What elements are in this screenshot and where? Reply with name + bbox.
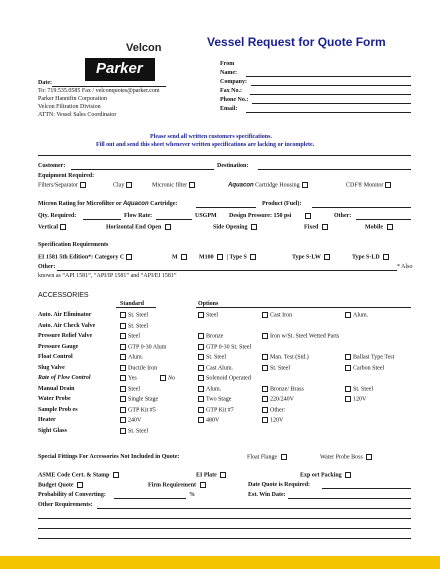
- special-fittings-label: Special Fittings For Accessories Not Included in Quote:: [38, 454, 180, 460]
- known-note: known as “API 1581”, “API/IP 1581” and “API/EI 1581”: [38, 273, 177, 279]
- company-line-2: Velcon Filtration Division: [38, 104, 101, 110]
- mobile-opt[interactable]: Mobile: [365, 224, 395, 230]
- option-label: Ductile Iron: [128, 364, 158, 371]
- checkbox[interactable]: [262, 417, 268, 423]
- vertical-opt[interactable]: Vertical: [38, 224, 68, 230]
- option-2[interactable]: [260, 386, 304, 392]
- other-field[interactable]: [356, 219, 411, 220]
- option-label: Heater: [38, 417, 56, 423]
- option-label: Sight Glass: [38, 427, 67, 434]
- accessory-name: [38, 375, 91, 381]
- option-label: Pressure Gauge: [38, 343, 79, 350]
- option-2[interactable]: [260, 333, 339, 339]
- asme-opt[interactable]: ASME Code Cert. & Stamp: [38, 472, 121, 478]
- accessory-name: [38, 323, 95, 329]
- checkbox[interactable]: [345, 365, 351, 371]
- accessory-name: [38, 428, 67, 434]
- accessories-heading: ACCESSORIES: [38, 292, 89, 299]
- company-field[interactable]: [251, 85, 411, 86]
- option-label: St. Steel: [353, 385, 374, 392]
- contact-line: To: 719.535.0585 Fax / velconquotes@parker.com: [38, 88, 160, 94]
- win-label: Est. Win Date:: [248, 492, 286, 498]
- option-1[interactable]: [196, 333, 223, 339]
- checkbox[interactable]: [120, 407, 126, 413]
- flow-field[interactable]: [156, 219, 192, 220]
- company-label: Company:: [220, 79, 248, 85]
- firm-opt[interactable]: Firm Requirement: [148, 482, 208, 488]
- option-label: Float Control: [38, 354, 73, 360]
- options-heading: Options: [198, 301, 219, 307]
- other2-label: Other:: [38, 264, 56, 270]
- accessory-name: [38, 312, 91, 318]
- option-3[interactable]: [343, 386, 373, 392]
- usgpm-label: USGPM: [195, 213, 217, 219]
- other2-field[interactable]: [57, 270, 397, 271]
- m100-opt[interactable]: M100 | Type S: [199, 254, 258, 260]
- checkbox[interactable]: [262, 333, 268, 339]
- phone-field[interactable]: [252, 103, 411, 104]
- design-label: Design Pressure: 150 psi: [229, 213, 292, 219]
- export-opt[interactable]: Exp ort Packing: [300, 472, 353, 478]
- fax-label: Fax No.:: [220, 88, 242, 94]
- checkbox[interactable]: [198, 344, 204, 350]
- side-opt[interactable]: Side Opening: [213, 224, 259, 230]
- option-label: Rate of Flow Control: [38, 375, 91, 381]
- type-sld-opt[interactable]: Type S-LD: [352, 254, 391, 260]
- checkbox[interactable]: [120, 354, 126, 360]
- option-label: Man. Test (Std.): [270, 354, 309, 361]
- also-note: * Also: [397, 264, 413, 270]
- option-label: 220/240V: [270, 396, 294, 403]
- velcon-logo: Velcon: [126, 42, 162, 54]
- customer-field[interactable]: [71, 169, 214, 170]
- option-2[interactable]: [260, 396, 294, 402]
- option-1[interactable]: [196, 375, 251, 381]
- checkbox[interactable]: [120, 396, 126, 402]
- checkbox[interactable]: [345, 386, 351, 392]
- email-label: Email:: [220, 106, 238, 112]
- checkbox[interactable]: [120, 386, 126, 392]
- qty-label: Qty. Required:: [38, 213, 77, 219]
- option-label: St. Steel: [128, 427, 149, 434]
- option-label: GTP Kit #7: [206, 406, 234, 413]
- footer-band: [0, 556, 440, 569]
- checkbox[interactable]: [302, 182, 308, 188]
- from-label: From: [220, 61, 235, 67]
- win-field[interactable]: [288, 498, 411, 499]
- checkbox[interactable]: [345, 354, 351, 360]
- option-label: Auto. Air Check Valve: [38, 322, 96, 329]
- other-req-line-4[interactable]: [38, 538, 411, 539]
- standard-option[interactable]: [118, 354, 143, 360]
- option-label: Yes: [128, 375, 137, 382]
- horizontal-opt[interactable]: Horizontal End Open: [106, 224, 173, 230]
- checkbox[interactable]: [198, 386, 204, 392]
- checkbox[interactable]: [126, 182, 132, 188]
- no-option[interactable]: [158, 375, 175, 381]
- name-label: Name:: [220, 70, 237, 76]
- parker-logo-text: Parker: [96, 60, 143, 77]
- checkbox[interactable]: [198, 407, 204, 413]
- option-1[interactable]: [196, 417, 219, 423]
- option-label: GTP 0-30 Alum: [128, 343, 167, 350]
- ei-category[interactable]: EI 1581 5th Edition*: Category C: [38, 254, 134, 260]
- accessory-name: [38, 417, 56, 423]
- product-field[interactable]: [312, 207, 411, 208]
- attn-line: ATTN: Vessel Sales Coordinator: [38, 112, 117, 118]
- option-label: 120V: [353, 396, 367, 403]
- option-label: Alum.: [353, 312, 369, 319]
- standard-option[interactable]: [118, 375, 137, 381]
- checkbox[interactable]: [198, 312, 204, 318]
- option-label: 240V: [128, 417, 142, 424]
- checkbox[interactable]: [198, 396, 204, 402]
- option-3[interactable]: [343, 354, 394, 360]
- standard-option[interactable]: [118, 312, 148, 318]
- other-req-line-3[interactable]: [38, 528, 411, 529]
- option-label: Single Stage: [128, 396, 159, 403]
- options-underline: [196, 307, 411, 308]
- checkbox[interactable]: [160, 375, 166, 381]
- option-2[interactable]: [260, 417, 283, 423]
- option-3[interactable]: [343, 365, 384, 371]
- standard-heading: Standard: [120, 301, 145, 307]
- date-label: Date:: [38, 80, 52, 86]
- pct-label: %: [189, 492, 195, 498]
- type-slw-opt[interactable]: Type S-LW: [292, 254, 332, 260]
- standard-option[interactable]: [118, 344, 166, 350]
- flow-label: Flow Rate:: [124, 213, 153, 219]
- float-flange-opt[interactable]: Float Flange: [247, 454, 289, 460]
- accessory-name: [38, 365, 65, 371]
- checkbox[interactable]: [120, 365, 126, 371]
- checkbox[interactable]: [120, 312, 126, 318]
- checkbox[interactable]: [345, 396, 351, 402]
- option-label: Manual Drain: [38, 385, 75, 392]
- checkbox[interactable]: [120, 428, 126, 434]
- checkbox[interactable]: [198, 333, 204, 339]
- checkbox[interactable]: [262, 365, 268, 371]
- fixed-opt[interactable]: Fixed: [304, 224, 330, 230]
- option-2[interactable]: [260, 407, 285, 413]
- accessory-name: [38, 333, 92, 339]
- name-field[interactable]: [246, 76, 411, 77]
- spec-label: Specification Requirements: [38, 242, 109, 248]
- option-3[interactable]: [343, 396, 366, 402]
- option-label: Slug Valve: [38, 364, 65, 371]
- option-1[interactable]: [196, 312, 218, 318]
- option-label: Cast Iron: [270, 312, 293, 319]
- option-label: St. Steel: [128, 322, 149, 329]
- option-label: Bronze: [206, 333, 224, 340]
- equipment-label: Equipment Required:: [38, 173, 95, 179]
- option-label: Steel: [206, 312, 218, 319]
- option-3[interactable]: [343, 312, 368, 318]
- checkbox[interactable]: [345, 312, 351, 318]
- option-label: Carbon Steel: [353, 364, 385, 371]
- standard-option[interactable]: [118, 323, 148, 329]
- equip-cdf[interactable]: CDF® Monitor: [346, 182, 393, 188]
- other-req-label: Other Requirements:: [38, 502, 93, 508]
- other-req-line-2[interactable]: [38, 518, 411, 519]
- design-cb[interactable]: [303, 213, 313, 219]
- other-req-line-1[interactable]: [97, 508, 411, 509]
- option-label: St. Steel: [128, 312, 149, 319]
- qty-field[interactable]: [83, 219, 121, 220]
- email-field[interactable]: [246, 112, 411, 113]
- equip-clay[interactable]: Clay: [113, 182, 134, 188]
- checkbox[interactable]: [262, 407, 268, 413]
- option-label: St. Steel: [270, 364, 291, 371]
- water-boss-opt[interactable]: Water Probe Boss: [320, 454, 374, 460]
- option-1[interactable]: [196, 354, 226, 360]
- prob-field[interactable]: [114, 498, 186, 499]
- option-1[interactable]: [196, 386, 221, 392]
- checkbox[interactable]: [120, 333, 126, 339]
- option-2[interactable]: [260, 365, 290, 371]
- option-2[interactable]: [260, 354, 309, 360]
- option-label: 480V: [206, 417, 220, 424]
- option-label: Alum.: [206, 385, 222, 392]
- checkbox[interactable]: [120, 344, 126, 350]
- option-1[interactable]: [196, 396, 231, 402]
- option-label: St. Steel: [206, 354, 227, 361]
- option-1[interactable]: [196, 344, 251, 350]
- option-label: Cast Alum.: [206, 364, 234, 371]
- destination-field[interactable]: [258, 169, 411, 170]
- accessory-name: [38, 354, 73, 360]
- checkbox[interactable]: [385, 182, 391, 188]
- option-label: Alum.: [128, 354, 144, 361]
- option-label: Water Probe: [38, 396, 71, 402]
- checkbox[interactable]: [262, 354, 268, 360]
- option-label: GTP 0-30 St. Steel: [206, 343, 252, 350]
- company-line-1: Parker Hannifin Corporation: [38, 96, 107, 102]
- option-label: Other:: [270, 406, 286, 413]
- option-label: Solenoid Operated: [206, 375, 251, 382]
- checkbox[interactable]: [198, 375, 204, 381]
- option-label: Bronze/ Brass: [270, 385, 304, 392]
- accessory-name: [38, 386, 75, 392]
- accessory-name: [38, 396, 71, 402]
- equip-micronic[interactable]: Micronic filter: [152, 182, 197, 188]
- other-label: Other:: [334, 213, 352, 219]
- option-1[interactable]: [196, 365, 233, 371]
- checkbox[interactable]: [198, 417, 204, 423]
- divider: [38, 155, 411, 156]
- customer-label: Customer:: [38, 163, 66, 169]
- date-quote-label: Date Quote is Required:: [248, 482, 311, 488]
- accessory-name: [38, 344, 78, 350]
- standard-option[interactable]: [118, 428, 148, 434]
- notice-2: Fill out and send this sheet whenever written specifications are lacking or incomplete.: [96, 142, 315, 148]
- ei-plate-opt[interactable]: EI Plate: [196, 472, 228, 478]
- m-opt[interactable]: M: [172, 254, 189, 260]
- option-label: Ballast Type Test: [353, 354, 395, 361]
- accessory-name: [38, 407, 78, 413]
- fax-field[interactable]: [250, 94, 411, 95]
- standard-option[interactable]: [118, 386, 140, 392]
- equip-filters[interactable]: Filters/Separator: [38, 182, 88, 188]
- option-label: Sample Prob es: [38, 406, 78, 413]
- option-label: No: [168, 375, 176, 382]
- notice-1: Please send all written customers specifications.: [150, 134, 272, 140]
- checkbox[interactable]: [189, 182, 195, 188]
- option-label: Pressure Relief Valve: [38, 333, 93, 339]
- standard-option[interactable]: [118, 407, 156, 413]
- checkbox[interactable]: [80, 182, 86, 188]
- standard-option[interactable]: [118, 396, 158, 402]
- prob-label: Probability of Converting:: [38, 492, 106, 498]
- checkbox[interactable]: [262, 312, 268, 318]
- phone-label: Phone No.:: [220, 97, 249, 103]
- checkbox[interactable]: [120, 417, 126, 423]
- option-2[interactable]: [260, 312, 292, 318]
- form-title: Vessel Request for Quote Form: [207, 35, 386, 49]
- checkbox[interactable]: [198, 354, 204, 360]
- standard-option[interactable]: [118, 333, 140, 339]
- micron-rating: Micron Rating for Microfilter or Aquacon Cartridge:: [38, 201, 178, 207]
- checkbox[interactable]: [120, 375, 126, 381]
- destination-label: Destination:: [217, 163, 249, 169]
- standard-option[interactable]: [118, 417, 141, 423]
- option-1[interactable]: [196, 407, 234, 413]
- checkbox[interactable]: [262, 386, 268, 392]
- equip-aquacon[interactable]: Aquacon Cartridge Housing: [228, 182, 310, 188]
- checkbox[interactable]: [198, 365, 204, 371]
- product-label: Product (Fuel):: [262, 201, 302, 207]
- option-label: Steel: [128, 385, 140, 392]
- standard-underline: [116, 307, 156, 308]
- option-label: Two Stage: [206, 396, 232, 403]
- option-label: GTP Kit #5: [128, 406, 156, 413]
- checkbox[interactable]: [120, 323, 126, 329]
- option-label: Iron w/St. Steel Wetted Parts: [270, 333, 340, 340]
- date-line[interactable]: [52, 86, 166, 87]
- option-label: Auto. Air Eliminator: [38, 312, 92, 318]
- micron-field[interactable]: [196, 207, 256, 208]
- checkbox[interactable]: [262, 396, 268, 402]
- budget-opt[interactable]: Budget Quote: [38, 482, 85, 488]
- option-label: Steel: [128, 333, 140, 340]
- option-label: 120V: [270, 417, 284, 424]
- standard-option[interactable]: [118, 365, 157, 371]
- date-quote-field[interactable]: [322, 488, 411, 489]
